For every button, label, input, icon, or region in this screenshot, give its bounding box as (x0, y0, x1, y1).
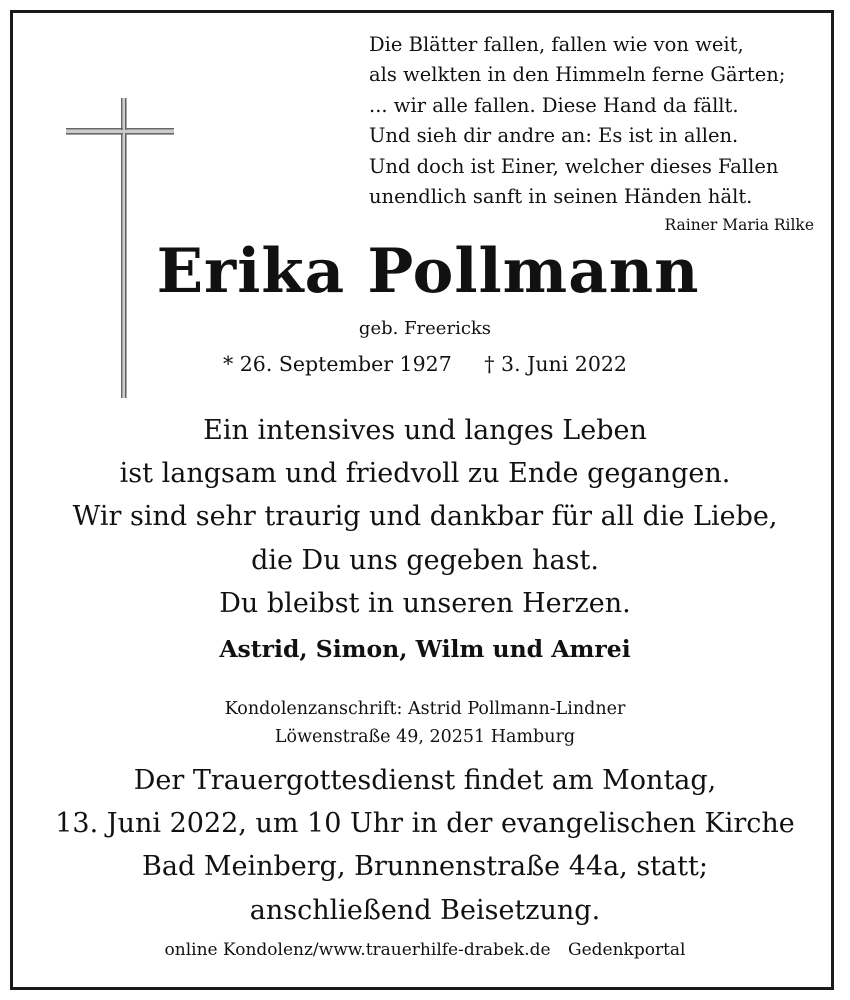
online-condolence-link[interactable]: online Kondolenz/www.trauerhilfe-drabek.de (164, 940, 551, 960)
family-names: Astrid, Simon, Wilm und Amrei (219, 635, 631, 663)
poem-line: Und doch ist Einer, welcher dieses Fallen (369, 154, 779, 178)
message-line: die Du uns gegeben hast. (251, 544, 599, 576)
service-line: Bad Meinberg, Brunnenstraße 44a, statt; (142, 851, 708, 883)
message-line: Du bleibst in unseren Herzen. (219, 587, 631, 619)
service-line: 13. Juni 2022, um 10 Uhr in der evangelischen Kirche (55, 808, 795, 840)
poem (369, 30, 819, 212)
memorial-portal-label: Gedenkportal (568, 940, 686, 960)
poem-line: Die Blätter fallen, fallen wie von weit, (369, 33, 744, 56)
poem-author: Rainer Maria Rilke (664, 216, 814, 234)
address-line: Löwenstraße 49, 20251 Hamburg (274, 726, 576, 747)
life-dates (0, 352, 850, 376)
death-date: † 3. Juni 2022 (484, 352, 627, 376)
poem-line: als welkten in den Himmeln ferne Gärten; (369, 63, 786, 87)
message-line: Wir sind sehr traurig und dankbar für all die Liebe, (72, 501, 778, 533)
address-line: Kondolenzanschrift: Astrid Pollmann-Lindner (224, 699, 626, 719)
poem-line: ... wir alle fallen. Diese Hand da fällt. (369, 93, 739, 117)
service-line: anschließend Beisetzung. (249, 894, 601, 926)
birth-name: geb. Freericks (358, 318, 492, 339)
poem-line: Und sieh dir andre an: Es ist in allen. (369, 124, 739, 148)
service-line: Der Trauergottesdienst findet am Montag, (133, 765, 717, 796)
birth-date: * 26. September 1927 (223, 352, 452, 376)
poem-line: unendlich sanft in seinen Händen hält. (369, 185, 753, 209)
message-line: ist langsam und friedvoll zu Ende gegangen. (119, 458, 731, 490)
memorial-message (0, 409, 850, 625)
footer (0, 940, 850, 960)
message-line: Ein intensives und langes Leben (203, 415, 647, 446)
deceased-name: Erika Pollmann (156, 236, 700, 307)
service-info (0, 759, 850, 932)
condolence-address (0, 696, 850, 751)
